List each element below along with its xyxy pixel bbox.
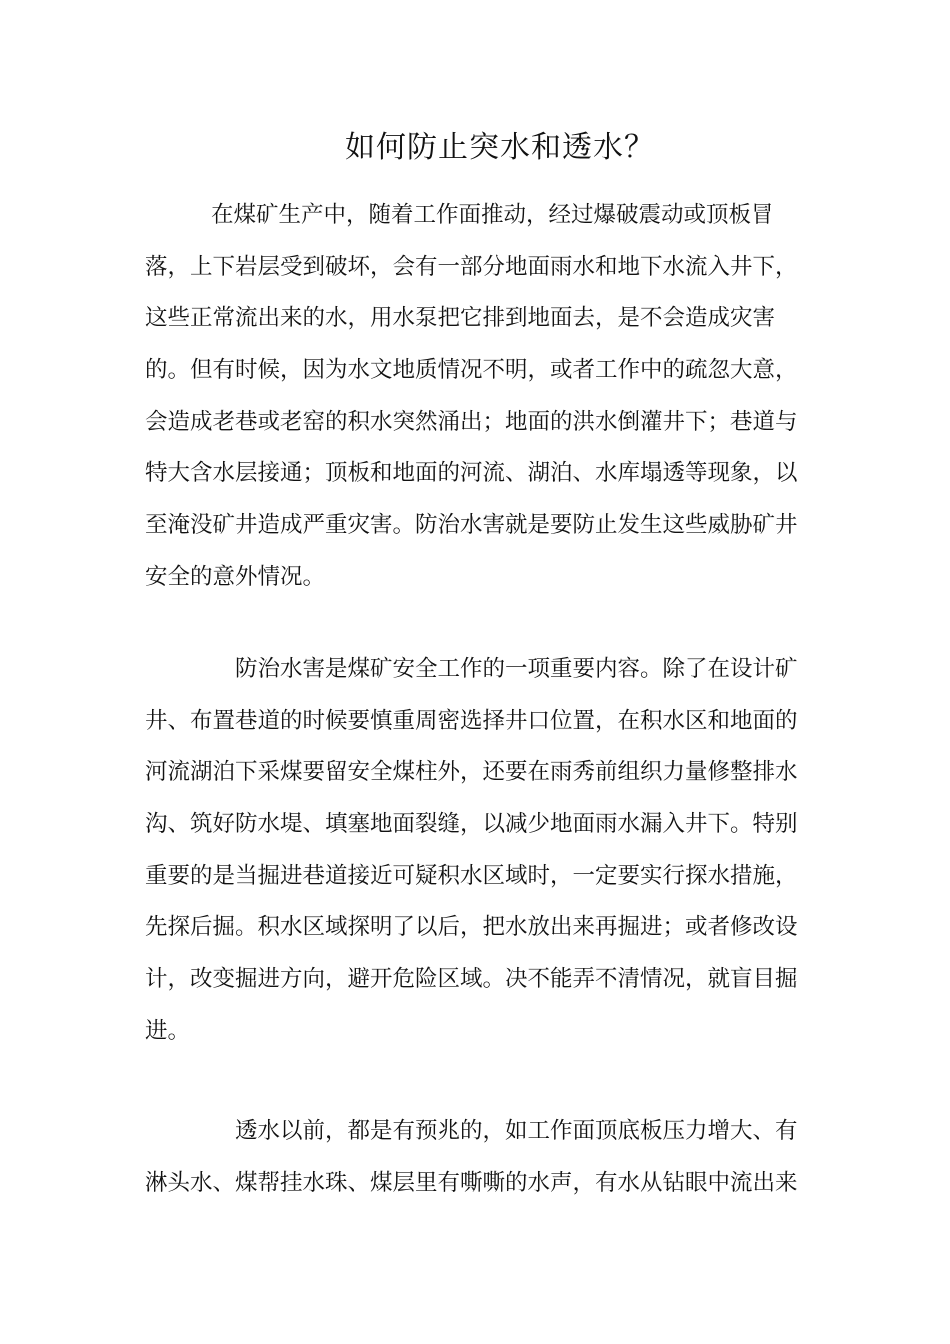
paragraph-line: 河流湖泊下采煤要留安全煤柱外，还要在雨秀前组织力量修整排水 (145, 759, 798, 786)
paragraph-line: 重要的是当掘进巷道接近可疑积水区域时，一定要实行探水措施， (145, 862, 798, 889)
paragraph-line: 计，改变掘进方向，避开危险区域。决不能弄不清情况，就盲目掘 (145, 966, 798, 993)
paragraph-line: 透水以前，都是有预兆的，如工作面顶底板压力增大、有 (235, 1118, 798, 1144)
paragraph-line: 淋头水、煤帮挂水珠、煤层里有嘶嘶的水声，有水从钻眼中流出来 (145, 1169, 798, 1196)
paragraph-line: 先探后掘。积水区域探明了以后，把水放出来再掘进；或者修改设 (145, 914, 798, 941)
paragraph-3 (145, 1106, 805, 1209)
paragraph-line: 会造成老巷或老窑的积水突然涌出；地面的洪水倒灌井下；巷道与 (145, 408, 798, 435)
paragraph-line: 特大含水层接通；顶板和地面的河流、湖泊、水库塌透等现象，以 (145, 460, 798, 487)
paragraph-line: 沟、筑好防水堤、填塞地面裂缝，以减少地面雨水漏入井下。特别 (145, 811, 798, 838)
paragraph-line: 在煤矿生产中，随着工作面推动，经过爆破震动或顶板冒 (211, 202, 774, 228)
paragraph-line: 的。但有时候，因为水文地质情况不明，或者工作中的疏忽大意， (145, 357, 798, 384)
paragraph-line: 防治水害是煤矿安全工作的一项重要内容。除了在设计矿 (235, 656, 798, 682)
paragraph-1 (145, 190, 805, 604)
paragraph-line: 这些正常流出来的水，用水泵把它排到地面去，是不会造成灾害 (145, 305, 776, 332)
paragraph-line: 进。 (145, 1017, 191, 1044)
paragraph-line: 安全的意外情况。 (145, 563, 326, 590)
paragraph-line: 落，上下岩层受到破坏，会有一部分地面雨水和地下水流入井下， (145, 253, 798, 280)
paragraph-2 (145, 644, 805, 1058)
paragraph-line: 井、布置巷道的时候要慎重周密选择井口位置，在积水区和地面的 (145, 707, 798, 734)
document-title: 如何防止突水和透水？ (345, 130, 655, 165)
paragraph-line: 至淹没矿井造成严重灾害。防治水害就是要防止发生这些威胁矿井 (145, 512, 798, 539)
